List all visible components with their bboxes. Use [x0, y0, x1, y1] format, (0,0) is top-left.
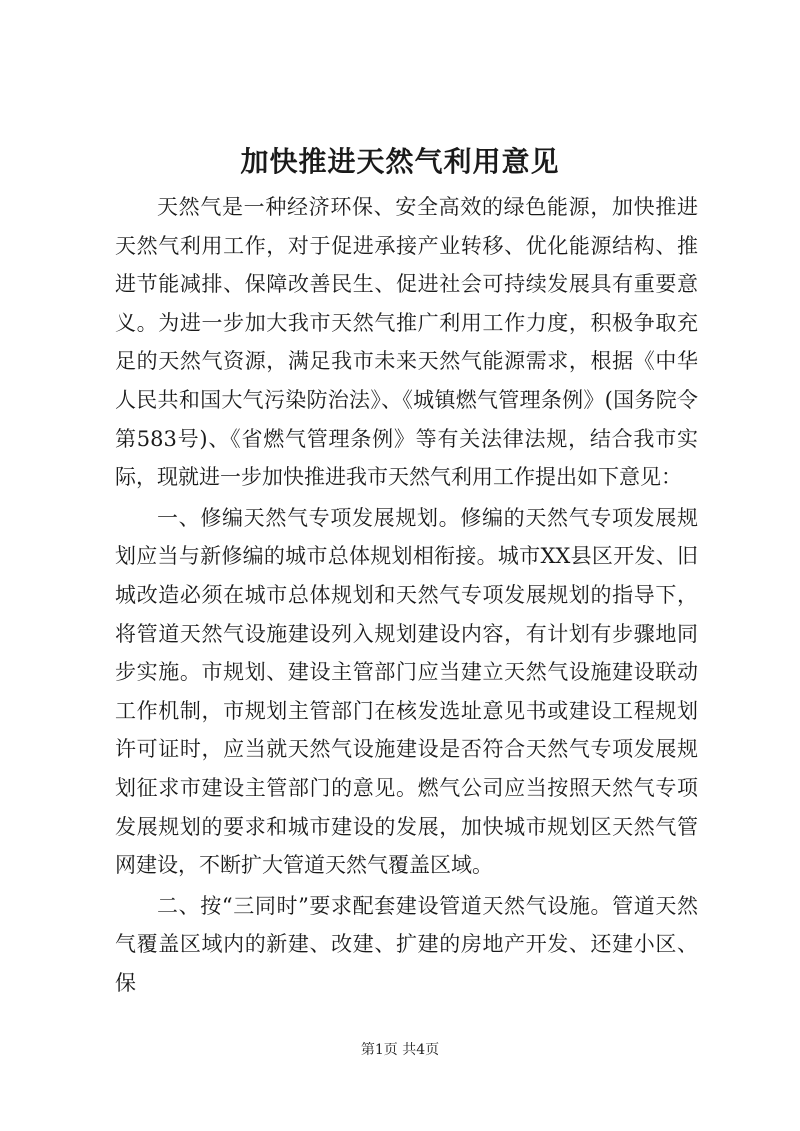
document-body	[115, 188, 698, 1002]
page-number-footer: 第1页 共4页	[360, 1042, 440, 1058]
document-title: 加快推进天然气利用意见	[240, 145, 560, 178]
paragraph-section-1: 一、修编天然气专项发展规划。修编的天然气专项发展规划应当与新修编的城市总体规划相衔接。城市XX县区开发、旧城改造必须在城市总体规划和天然气专项发展规划的指导下，将管道天然气设施建设列入规划建设内容，有计划有步骤地同步实施。市规划、建设主管部门应当建立天然气设施建设联动工作机制，市规划主管部门在核发选址意见书或建设工程规划许可证时，应当就天然气设施建设是否符合天然气专项发展规划征求市建设主管部门的意见。燃气公司应当按照天然气专项发展规划的要求和城市建设的发展，加快城市规划区天然气管网建设，不断扩大管道天然气覆盖区域。	[115, 505, 698, 878]
paragraph-intro: 天然气是一种经济环保、安全高效的绿色能源，加快推进天然气利用工作，对于促进承接产业转移、优化能源结构、推进节能减排、保障改善民生、促进社会可持续发展具有重要意义。为进一步加大我市天然气推广利用工作力度，积极争取充足的天然气资源，满足我市未来天然气能源需求，根据《中华人民共和国大气污染防治法》、《城镇燃气管理条例》(国务院令第583号)、《省燃气管理条例》等有关法律法规，结合我市实际，现就进一步加快推进我市天然气利用工作提出如下意见：	[115, 195, 698, 490]
paragraph-section-2: 二、按“三同时”要求配套建设管道天然气设施。管道天然气覆盖区域内的新建、改建、扩建的房地产开发、还建小区、保	[115, 893, 698, 995]
